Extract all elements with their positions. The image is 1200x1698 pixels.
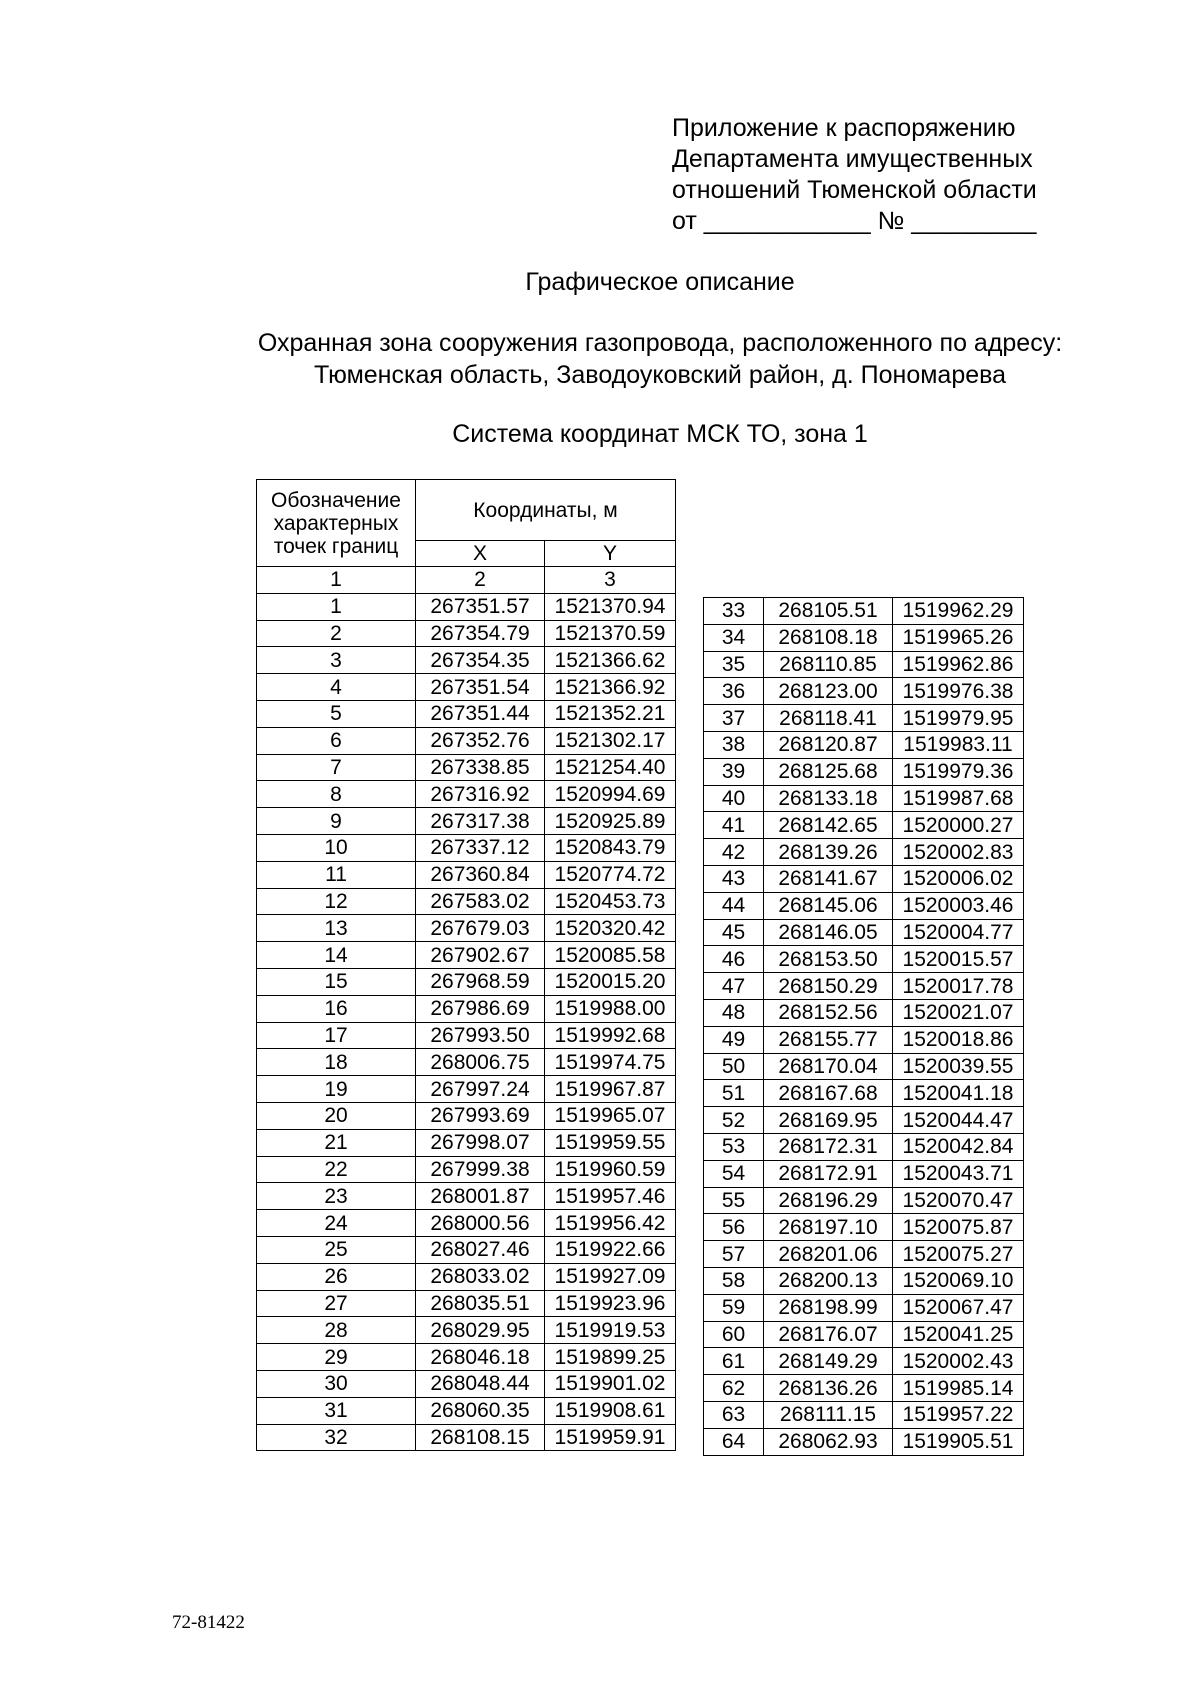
- point-number-cell: 4: [257, 674, 416, 701]
- point-number-cell: 10: [257, 834, 416, 861]
- table-row: [257, 727, 676, 754]
- coordinate-y-cell: 1519960.59: [545, 1156, 676, 1183]
- appendix-line-2: Департамента имущественных: [672, 145, 1033, 173]
- coordinate-y-cell: 1519923.96: [545, 1290, 676, 1317]
- zone-description-line-2: Тюменская область, Заводоуковский район, д. Пономарева: [313, 361, 1007, 389]
- coordinate-y-cell: 1519957.22: [893, 1401, 1024, 1428]
- table-row: [704, 946, 1024, 973]
- table-row: [704, 705, 1024, 732]
- point-number-cell: 14: [257, 942, 416, 969]
- table-column-numbers-row: [257, 567, 676, 594]
- coordinate-x-cell: 268125.68: [764, 758, 893, 785]
- coordinate-x-cell: 267993.69: [416, 1102, 545, 1129]
- point-number-cell: 64: [704, 1428, 764, 1455]
- coordinate-x-cell: 268142.65: [764, 812, 893, 839]
- coordinate-x-cell: 268155.77: [764, 1026, 893, 1053]
- table-row: [257, 1424, 676, 1451]
- table-row: [257, 700, 676, 727]
- coordinate-y-cell: 1519979.36: [893, 758, 1024, 785]
- point-number-cell: 13: [257, 915, 416, 942]
- table-row: [257, 1129, 676, 1156]
- point-number-cell: 56: [704, 1214, 764, 1241]
- coordinates-table-right-body: [704, 598, 1024, 1456]
- coordinate-y-cell: 1520015.20: [545, 968, 676, 995]
- coordinate-y-cell: 1520075.87: [893, 1214, 1024, 1241]
- coordinate-y-cell: 1519908.61: [545, 1397, 676, 1424]
- table-row: [704, 812, 1024, 839]
- coordinate-x-cell: 268006.75: [416, 1049, 545, 1076]
- point-number-cell: 9: [257, 808, 416, 835]
- coordinates-table-left: [256, 479, 676, 1451]
- coordinate-x-cell: 268062.93: [764, 1428, 893, 1455]
- coordinate-y-cell: 1520774.72: [545, 861, 676, 888]
- coordinate-y-cell: 1520042.84: [893, 1133, 1024, 1160]
- coordinate-y-cell: 1521366.62: [545, 647, 676, 674]
- header-points-label: Обозначение характерных точек границ: [257, 480, 416, 567]
- table-row: [257, 915, 676, 942]
- coordinate-y-cell: 1519985.14: [893, 1375, 1024, 1402]
- coordinate-y-cell: 1519965.07: [545, 1102, 676, 1129]
- table-row: [257, 647, 676, 674]
- coordinate-x-cell: 268111.15: [764, 1401, 893, 1428]
- table-row: [704, 624, 1024, 651]
- coordinate-y-cell: 1520006.02: [893, 865, 1024, 892]
- coordinate-x-cell: 268035.51: [416, 1290, 545, 1317]
- point-number-cell: 11: [257, 861, 416, 888]
- table-row: [704, 1160, 1024, 1187]
- table-row: [257, 1049, 676, 1076]
- coordinate-x-cell: 267360.84: [416, 861, 545, 888]
- coordinate-x-cell: 268108.15: [416, 1424, 545, 1451]
- coordinate-y-cell: 1520453.73: [545, 888, 676, 915]
- point-number-cell: 33: [704, 598, 764, 625]
- coordinate-x-cell: 268153.50: [764, 946, 893, 973]
- point-number-cell: 59: [704, 1294, 764, 1321]
- header-x-label: X: [416, 541, 545, 567]
- coordinate-x-cell: 268169.95: [764, 1107, 893, 1134]
- point-number-cell: 17: [257, 1022, 416, 1049]
- coordinate-y-cell: 1519974.75: [545, 1049, 676, 1076]
- table-header-row: [257, 480, 676, 541]
- coordinate-x-cell: 267354.79: [416, 620, 545, 647]
- coordinate-x-cell: 268170.04: [764, 1053, 893, 1080]
- point-number-cell: 37: [704, 705, 764, 732]
- coordinate-y-cell: 1521352.21: [545, 700, 676, 727]
- coordinate-x-cell: 268001.87: [416, 1183, 545, 1210]
- point-number-cell: 46: [704, 946, 764, 973]
- coordinate-y-cell: 1520043.71: [893, 1160, 1024, 1187]
- coordinate-x-cell: 268120.87: [764, 731, 893, 758]
- point-number-cell: 34: [704, 624, 764, 651]
- coordinate-x-cell: 268198.99: [764, 1294, 893, 1321]
- coordinate-x-cell: 268046.18: [416, 1344, 545, 1371]
- point-number-cell: 42: [704, 839, 764, 866]
- coordinate-y-cell: 1521366.92: [545, 674, 676, 701]
- coordinate-y-cell: 1520069.10: [893, 1267, 1024, 1294]
- coordinate-y-cell: 1519956.42: [545, 1210, 676, 1237]
- coordinate-x-cell: 267354.35: [416, 647, 545, 674]
- coordinate-y-cell: 1520925.89: [545, 808, 676, 835]
- coordinate-y-cell: 1519967.87: [545, 1076, 676, 1103]
- coordinate-y-cell: 1520994.69: [545, 781, 676, 808]
- coordinate-system-label: Система координат МСК ТО, зона 1: [452, 420, 868, 448]
- point-number-cell: 58: [704, 1267, 764, 1294]
- table-row: [704, 731, 1024, 758]
- table-row: [257, 1344, 676, 1371]
- point-number-cell: 40: [704, 785, 764, 812]
- point-number-cell: 55: [704, 1187, 764, 1214]
- coordinate-x-cell: 268141.67: [764, 865, 893, 892]
- table-row: [704, 1241, 1024, 1268]
- coordinate-x-cell: 268150.29: [764, 973, 893, 1000]
- point-number-cell: 54: [704, 1160, 764, 1187]
- appendix-block: [672, 113, 1037, 237]
- point-number-cell: 15: [257, 968, 416, 995]
- coordinate-x-cell: 268000.56: [416, 1210, 545, 1237]
- table-row: [257, 861, 676, 888]
- point-number-cell: 6: [257, 727, 416, 754]
- point-number-cell: 36: [704, 678, 764, 705]
- point-number-cell: 23: [257, 1183, 416, 1210]
- table-row: [257, 888, 676, 915]
- point-number-cell: 57: [704, 1241, 764, 1268]
- appendix-line-3: отношений Тюменской области: [672, 176, 1037, 204]
- point-number-cell: 5: [257, 700, 416, 727]
- table-row: [704, 1428, 1024, 1455]
- coordinate-x-cell: 267352.76: [416, 727, 545, 754]
- coordinate-y-cell: 1519899.25: [545, 1344, 676, 1371]
- coordinate-y-cell: 1519959.91: [545, 1424, 676, 1451]
- coordinate-y-cell: 1520320.42: [545, 915, 676, 942]
- coordinate-x-cell: 267902.67: [416, 942, 545, 969]
- table-row: [704, 1133, 1024, 1160]
- coordinate-y-cell: 1519965.26: [893, 624, 1024, 651]
- coordinate-x-cell: 268118.41: [764, 705, 893, 732]
- coordinate-x-cell: 268048.44: [416, 1370, 545, 1397]
- table-row: [704, 839, 1024, 866]
- table-row: [704, 651, 1024, 678]
- table-row: [257, 942, 676, 969]
- table-row: [257, 1156, 676, 1183]
- point-number-cell: 41: [704, 812, 764, 839]
- coordinate-y-cell: 1520075.27: [893, 1241, 1024, 1268]
- point-number-cell: 8: [257, 781, 416, 808]
- table-row: [704, 1080, 1024, 1107]
- coordinate-x-cell: 267338.85: [416, 754, 545, 781]
- coordinate-x-cell: 268149.29: [764, 1348, 893, 1375]
- coordinate-y-cell: 1520000.27: [893, 812, 1024, 839]
- coordinate-x-cell: 267337.12: [416, 834, 545, 861]
- coordinate-x-cell: 267316.92: [416, 781, 545, 808]
- coordinate-x-cell: 267583.02: [416, 888, 545, 915]
- coordinate-x-cell: 268136.26: [764, 1375, 893, 1402]
- table-row: [704, 785, 1024, 812]
- coordinate-x-cell: 268146.05: [764, 919, 893, 946]
- coordinate-x-cell: 267317.38: [416, 808, 545, 835]
- table-row: [704, 1053, 1024, 1080]
- coordinate-y-cell: 1519979.95: [893, 705, 1024, 732]
- header-y-label: Y: [545, 541, 676, 567]
- coordinate-y-cell: 1520070.47: [893, 1187, 1024, 1214]
- table-row: [704, 892, 1024, 919]
- coordinate-y-cell: 1519976.38: [893, 678, 1024, 705]
- coordinate-y-cell: 1520041.25: [893, 1321, 1024, 1348]
- coordinate-x-cell: 267351.44: [416, 700, 545, 727]
- table-row: [704, 1107, 1024, 1134]
- table-row: [257, 968, 676, 995]
- table-row: [257, 1290, 676, 1317]
- coordinates-table-right: [703, 597, 1024, 1456]
- point-number-cell: 35: [704, 651, 764, 678]
- column-number-1: 1: [257, 567, 416, 594]
- table-row: [257, 781, 676, 808]
- table-row: [257, 593, 676, 620]
- table-row: [704, 999, 1024, 1026]
- table-row: [704, 1294, 1024, 1321]
- header-coordinates-label: Координаты, м: [416, 480, 676, 541]
- table-row: [257, 1076, 676, 1103]
- point-number-cell: 51: [704, 1080, 764, 1107]
- column-number-2: 2: [416, 567, 545, 594]
- point-number-cell: 21: [257, 1129, 416, 1156]
- coordinate-x-cell: 268033.02: [416, 1263, 545, 1290]
- point-number-cell: 50: [704, 1053, 764, 1080]
- coordinate-x-cell: 267993.50: [416, 1022, 545, 1049]
- coordinate-y-cell: 1520067.47: [893, 1294, 1024, 1321]
- coordinate-y-cell: 1520003.46: [893, 892, 1024, 919]
- coordinate-x-cell: 267998.07: [416, 1129, 545, 1156]
- coordinate-y-cell: 1519987.68: [893, 785, 1024, 812]
- table-row: [257, 754, 676, 781]
- coordinate-y-cell: 1519901.02: [545, 1370, 676, 1397]
- table-row: [257, 995, 676, 1022]
- coordinate-y-cell: 1519957.46: [545, 1183, 676, 1210]
- coordinate-y-cell: 1520021.07: [893, 999, 1024, 1026]
- coordinates-table-left-body: [257, 480, 676, 1451]
- table-row: [704, 1375, 1024, 1402]
- zone-description-line-1: Охранная зона сооружения газопровода, расположенного по адресу:: [257, 329, 1063, 357]
- column-number-3: 3: [545, 567, 676, 594]
- coordinate-x-cell: 268172.31: [764, 1133, 893, 1160]
- table-row: [257, 834, 676, 861]
- point-number-cell: 39: [704, 758, 764, 785]
- point-number-cell: 32: [257, 1424, 416, 1451]
- point-number-cell: 48: [704, 999, 764, 1026]
- table-row: [257, 620, 676, 647]
- coordinate-y-cell: 1519905.51: [893, 1428, 1024, 1455]
- point-number-cell: 7: [257, 754, 416, 781]
- point-number-cell: 19: [257, 1076, 416, 1103]
- table-row: [704, 973, 1024, 1000]
- coordinate-y-cell: 1520039.55: [893, 1053, 1024, 1080]
- table-row: [257, 1397, 676, 1424]
- point-number-cell: 16: [257, 995, 416, 1022]
- coordinate-y-cell: 1520044.47: [893, 1107, 1024, 1134]
- point-number-cell: 38: [704, 731, 764, 758]
- table-row: [257, 674, 676, 701]
- point-number-cell: 60: [704, 1321, 764, 1348]
- coordinate-x-cell: 268027.46: [416, 1236, 545, 1263]
- table-row: [704, 598, 1024, 625]
- table-row: [257, 1263, 676, 1290]
- table-row: [704, 1267, 1024, 1294]
- point-number-cell: 3: [257, 647, 416, 674]
- point-number-cell: 30: [257, 1370, 416, 1397]
- point-number-cell: 20: [257, 1102, 416, 1129]
- coordinate-x-cell: 268152.56: [764, 999, 893, 1026]
- coordinate-x-cell: 267999.38: [416, 1156, 545, 1183]
- point-number-cell: 47: [704, 973, 764, 1000]
- coordinate-y-cell: 1519962.29: [893, 598, 1024, 625]
- point-number-cell: 61: [704, 1348, 764, 1375]
- coordinate-x-cell: 267679.03: [416, 915, 545, 942]
- coordinate-y-cell: 1519983.11: [893, 731, 1024, 758]
- coordinate-x-cell: 268200.13: [764, 1267, 893, 1294]
- table-row: [704, 1026, 1024, 1053]
- document-title: Графическое описание: [525, 268, 795, 296]
- coordinate-y-cell: 1520002.83: [893, 839, 1024, 866]
- point-number-cell: 24: [257, 1210, 416, 1237]
- coordinate-y-cell: 1521370.59: [545, 620, 676, 647]
- point-number-cell: 26: [257, 1263, 416, 1290]
- coordinate-y-cell: 1521370.94: [545, 593, 676, 620]
- coordinate-x-cell: 268105.51: [764, 598, 893, 625]
- point-number-cell: 29: [257, 1344, 416, 1371]
- point-number-cell: 1: [257, 593, 416, 620]
- coordinate-y-cell: 1519959.55: [545, 1129, 676, 1156]
- point-number-cell: 31: [257, 1397, 416, 1424]
- table-row: [704, 865, 1024, 892]
- coordinate-x-cell: 268029.95: [416, 1317, 545, 1344]
- table-row: [704, 678, 1024, 705]
- coordinate-y-cell: 1521302.17: [545, 727, 676, 754]
- coordinate-y-cell: 1520004.77: [893, 919, 1024, 946]
- point-number-cell: 18: [257, 1049, 416, 1076]
- table-row: [704, 919, 1024, 946]
- appendix-line-4: от ____________ № _________: [672, 207, 1037, 235]
- coordinate-y-cell: 1520085.58: [545, 942, 676, 969]
- point-number-cell: 27: [257, 1290, 416, 1317]
- table-row: [257, 1102, 676, 1129]
- coordinate-y-cell: 1520015.57: [893, 946, 1024, 973]
- point-number-cell: 45: [704, 919, 764, 946]
- table-row: [257, 1183, 676, 1210]
- coordinate-y-cell: 1520017.78: [893, 973, 1024, 1000]
- coordinate-x-cell: 268197.10: [764, 1214, 893, 1241]
- point-number-cell: 25: [257, 1236, 416, 1263]
- point-number-cell: 52: [704, 1107, 764, 1134]
- point-number-cell: 28: [257, 1317, 416, 1344]
- table-row: [257, 1210, 676, 1237]
- coordinate-x-cell: 268133.18: [764, 785, 893, 812]
- coordinate-y-cell: 1519962.86: [893, 651, 1024, 678]
- point-number-cell: 43: [704, 865, 764, 892]
- coordinate-x-cell: 268145.06: [764, 892, 893, 919]
- table-row: [704, 1214, 1024, 1241]
- coordinate-x-cell: 268060.35: [416, 1397, 545, 1424]
- table-row: [257, 1317, 676, 1344]
- coordinate-y-cell: 1520002.43: [893, 1348, 1024, 1375]
- coordinate-x-cell: 267351.57: [416, 593, 545, 620]
- coordinate-x-cell: 268172.91: [764, 1160, 893, 1187]
- coordinate-x-cell: 268110.85: [764, 651, 893, 678]
- coordinate-y-cell: 1520041.18: [893, 1080, 1024, 1107]
- coordinate-x-cell: 268201.06: [764, 1241, 893, 1268]
- coordinate-x-cell: 268196.29: [764, 1187, 893, 1214]
- point-number-cell: 63: [704, 1401, 764, 1428]
- coordinate-y-cell: 1519927.09: [545, 1263, 676, 1290]
- coordinate-x-cell: 267351.54: [416, 674, 545, 701]
- table-row: [704, 1401, 1024, 1428]
- point-number-cell: 62: [704, 1375, 764, 1402]
- table-row: [257, 808, 676, 835]
- table-row: [704, 1348, 1024, 1375]
- coordinate-x-cell: 267997.24: [416, 1076, 545, 1103]
- table-row: [704, 1321, 1024, 1348]
- point-number-cell: 44: [704, 892, 764, 919]
- coordinate-y-cell: 1520018.86: [893, 1026, 1024, 1053]
- coordinate-y-cell: 1519988.00: [545, 995, 676, 1022]
- coordinate-x-cell: 268123.00: [764, 678, 893, 705]
- table-row: [704, 1187, 1024, 1214]
- table-row: [257, 1022, 676, 1049]
- coordinate-y-cell: 1520843.79: [545, 834, 676, 861]
- table-row: [257, 1370, 676, 1397]
- coordinate-y-cell: 1519992.68: [545, 1022, 676, 1049]
- coordinate-x-cell: 268139.26: [764, 839, 893, 866]
- point-number-cell: 53: [704, 1133, 764, 1160]
- coordinate-x-cell: 268176.07: [764, 1321, 893, 1348]
- point-number-cell: 2: [257, 620, 416, 647]
- coordinate-x-cell: 268167.68: [764, 1080, 893, 1107]
- coordinate-y-cell: 1519919.53: [545, 1317, 676, 1344]
- coordinate-y-cell: 1521254.40: [545, 754, 676, 781]
- table-row: [257, 1236, 676, 1263]
- coordinate-x-cell: 268108.18: [764, 624, 893, 651]
- coordinate-x-cell: 267986.69: [416, 995, 545, 1022]
- appendix-line-1: Приложение к распоряжению: [672, 114, 1016, 142]
- table-row: [704, 758, 1024, 785]
- coordinate-y-cell: 1519922.66: [545, 1236, 676, 1263]
- coordinate-x-cell: 267968.59: [416, 968, 545, 995]
- point-number-cell: 22: [257, 1156, 416, 1183]
- point-number-cell: 12: [257, 888, 416, 915]
- footer-code: 72-81422: [172, 1612, 245, 1633]
- point-number-cell: 49: [704, 1026, 764, 1053]
